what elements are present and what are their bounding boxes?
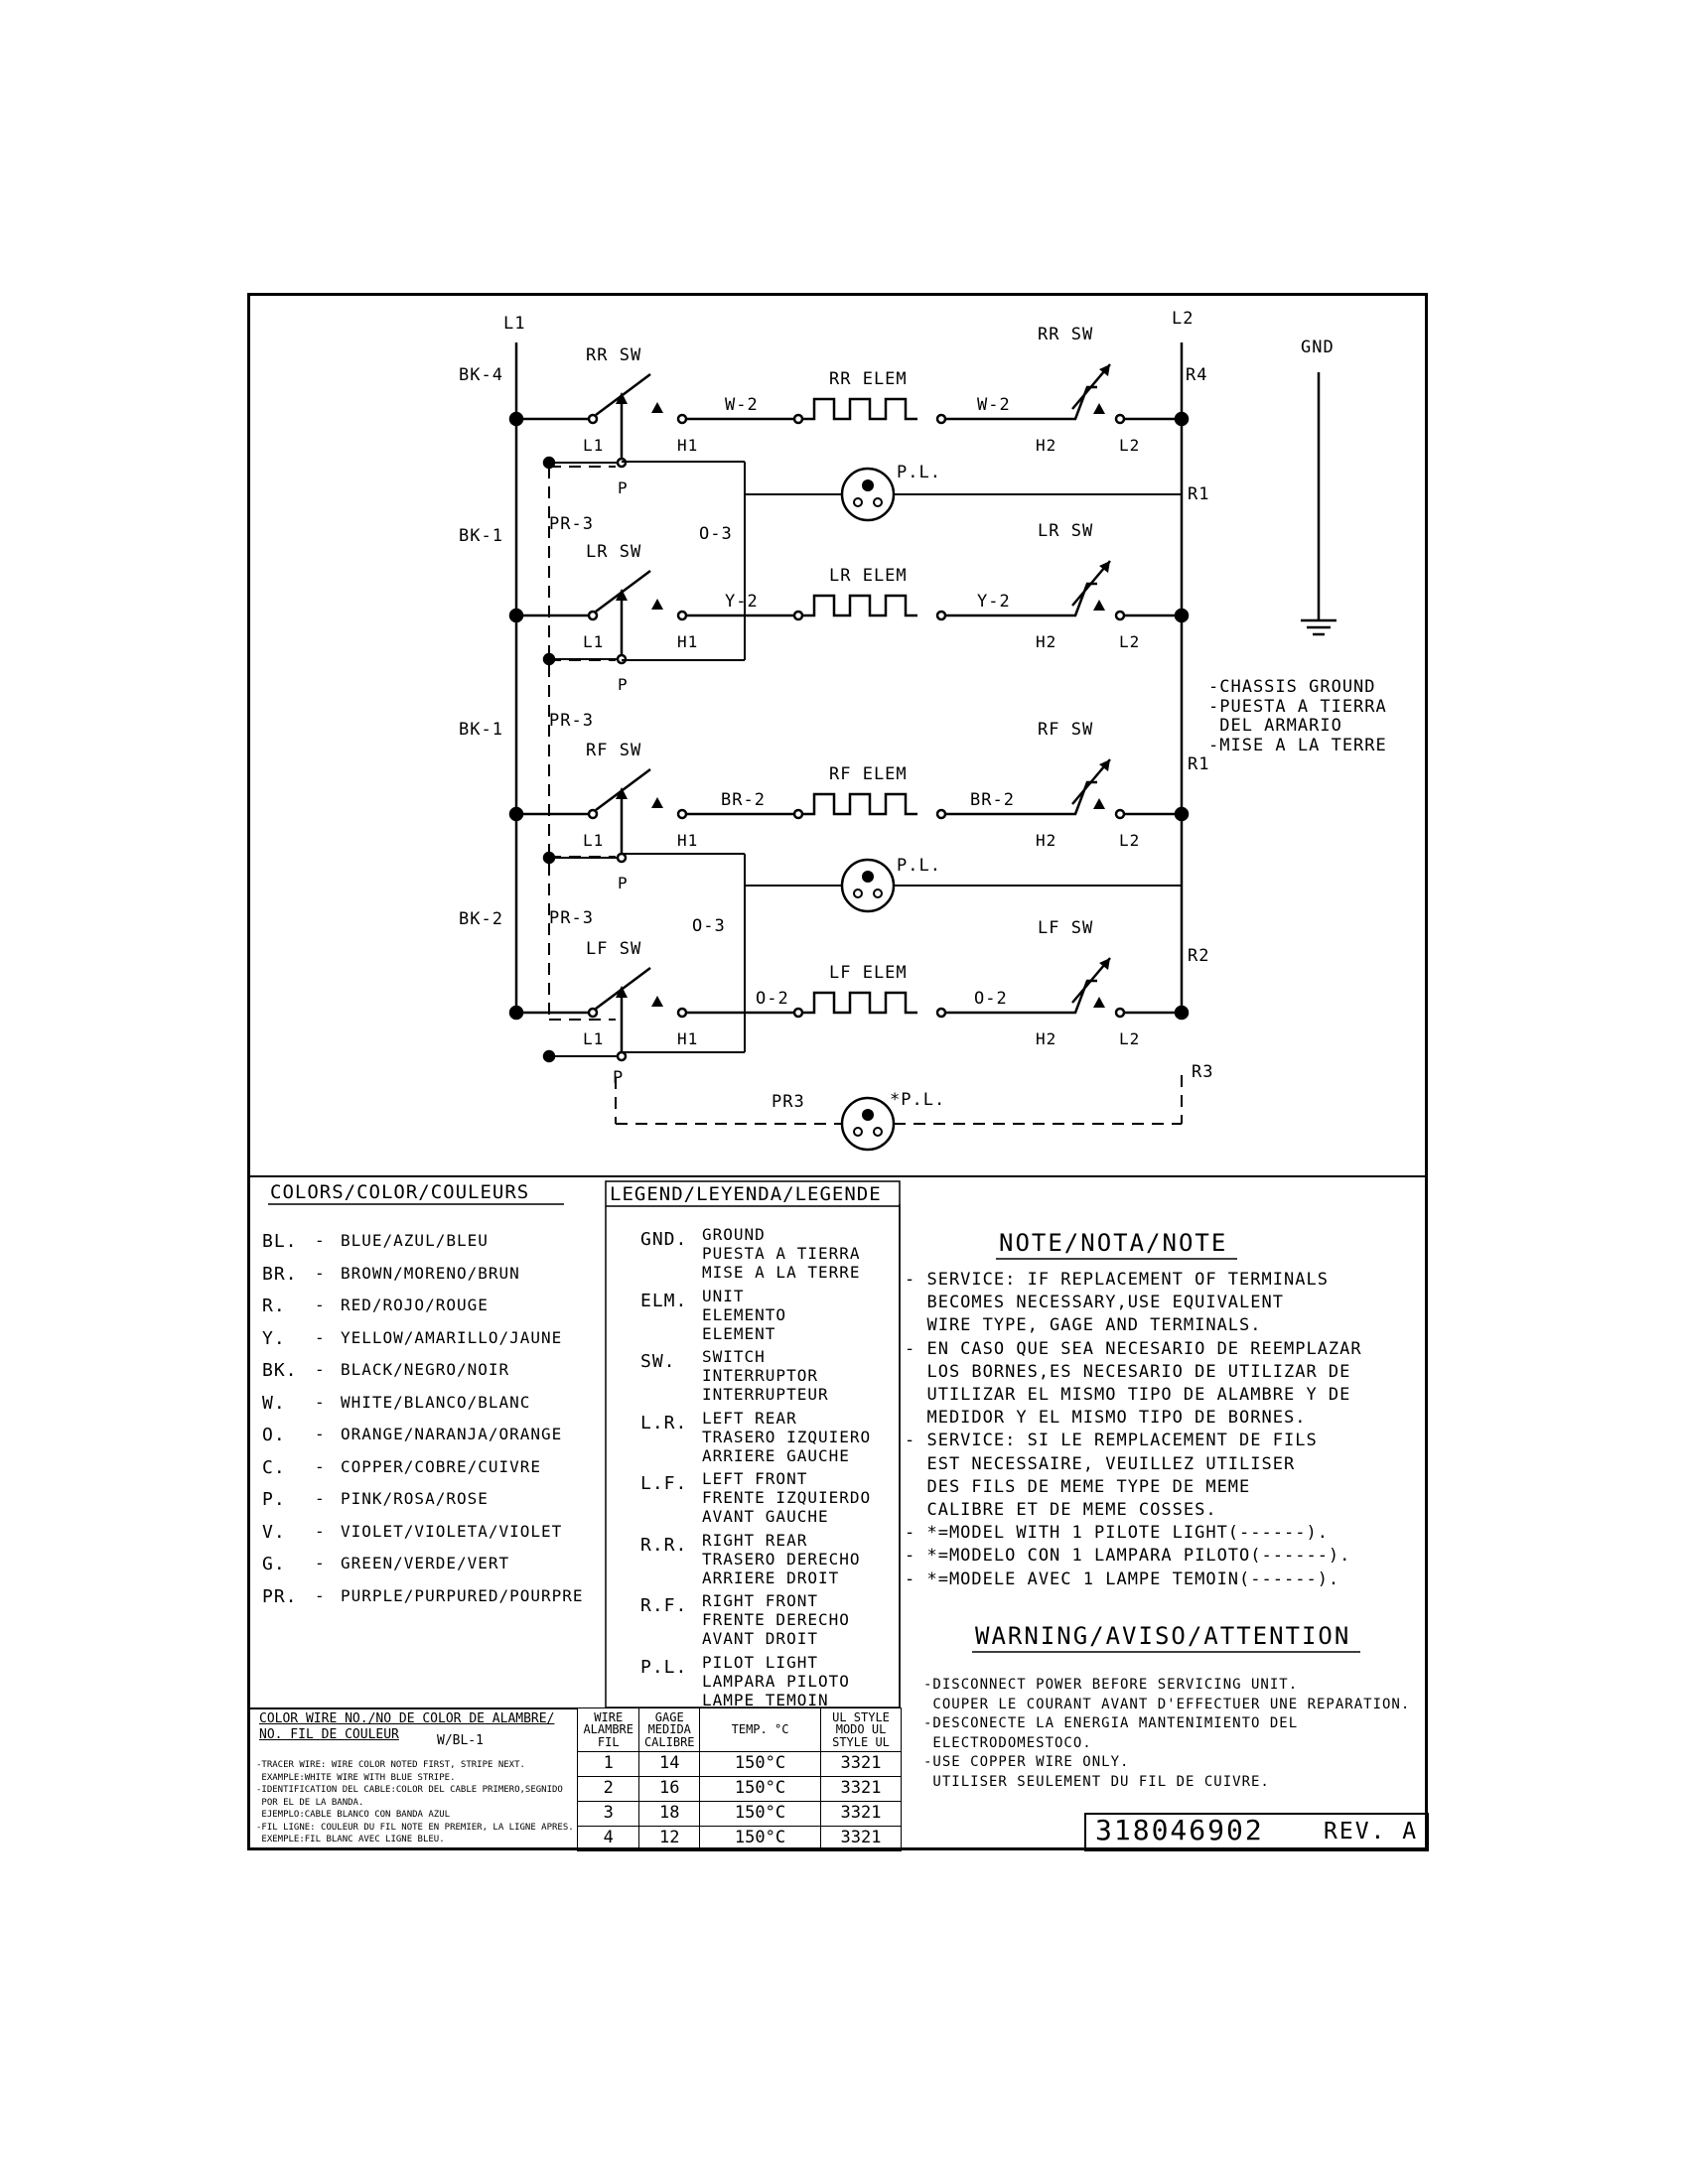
legend-line: TRASERO DERECHO: [702, 1549, 861, 1569]
color-name: PINK/ROSA/ROSE: [341, 1489, 489, 1508]
l2-label: L2: [1172, 309, 1195, 329]
ground-text: -CHASSIS GROUND: [1208, 677, 1376, 697]
terminal-label: L2: [1119, 632, 1141, 651]
legend-code: P.L.: [640, 1656, 688, 1678]
switch-label: RR SW: [586, 345, 642, 365]
color-code: P.: [262, 1489, 286, 1510]
terminal-label: H2: [1036, 1029, 1057, 1048]
color-dash: -: [315, 1392, 326, 1412]
pilot-light-icon: [842, 860, 894, 911]
legend-line: FRENTE IZQUIERDO: [702, 1488, 872, 1507]
table-cell: 14: [639, 1752, 700, 1777]
note-line: - *=MODELE AVEC 1 LAMPE TEMOIN(------).: [905, 1569, 1340, 1589]
legend-line: PILOT LIGHT: [702, 1652, 818, 1672]
wire-table-col-header: TEMP. °C: [700, 1708, 821, 1752]
table-row: [578, 1777, 902, 1802]
p-terminal-label: P: [613, 1068, 625, 1088]
legend-line: UNIT: [702, 1286, 745, 1305]
legend-code: L.R.: [640, 1412, 688, 1433]
wire-label: O-2: [756, 989, 789, 1009]
legend-code: R.F.: [640, 1595, 688, 1616]
table-row: [578, 1827, 902, 1851]
right-label: R4: [1186, 365, 1208, 385]
color-code: V.: [262, 1521, 286, 1543]
pilot-label: P.L.: [897, 463, 941, 482]
wire-label: Y-2: [977, 592, 1011, 612]
gnd-label: GND: [1301, 338, 1335, 357]
wire-note: -IDENTIFICATION DEL CABLE:COLOR DEL CABLE PRIMERO,SEGNIDO: [256, 1785, 563, 1795]
wire-note: -FIL LIGNE: COULEUR DU FIL NOTE EN PREMIER, LA LIGNE APRES.: [256, 1822, 574, 1833]
jumper-label: PR-3: [549, 514, 594, 534]
warning-line: ELECTRODOMESTOCO.: [923, 1734, 1092, 1751]
color-dash: -: [315, 1327, 326, 1347]
color-code: C.: [262, 1456, 286, 1478]
right-label: R3: [1192, 1062, 1214, 1082]
color-code: O.: [262, 1425, 286, 1445]
wire-label: W-2: [977, 395, 1011, 415]
part-number: 318046902: [1095, 1814, 1264, 1846]
table-cell: 3: [578, 1802, 639, 1827]
color-name: COPPER/COBRE/CUIVRE: [341, 1456, 542, 1476]
ground-text: -PUESTA A TIERRA: [1208, 697, 1387, 717]
l1-label: L1: [503, 314, 526, 334]
color-dash: -: [315, 1263, 326, 1283]
colors-title: COLORS/COLOR/COULEURS: [270, 1181, 530, 1203]
switch-label: LR SW: [586, 542, 642, 562]
note-line: EST NECESSAIRE, VEUILLEZ UTILISER: [905, 1453, 1296, 1474]
terminal-label: H1: [677, 831, 699, 850]
color-name: YELLOW/AMARILLO/JAUNE: [341, 1327, 563, 1347]
row-label: BK-1: [459, 526, 503, 546]
terminal-label: H2: [1036, 436, 1057, 455]
color-code: PR.: [262, 1585, 298, 1607]
color-name: VIOLET/VIOLETA/VIOLET: [341, 1521, 563, 1541]
legend-line: TRASERO IZQUIERO: [702, 1427, 872, 1446]
terminal-label: L2: [1119, 831, 1141, 850]
row-label: BK-1: [459, 720, 503, 740]
ground-text: DEL ARMARIO: [1208, 716, 1342, 736]
terminal-label: L1: [583, 831, 605, 850]
table-cell: 150°C: [700, 1752, 821, 1777]
color-dash: -: [315, 1456, 326, 1476]
table-cell: 2: [578, 1777, 639, 1802]
wire-table-header: NO. FIL DE COULEUR: [259, 1727, 399, 1742]
table-row: [578, 1802, 902, 1827]
terminal-label: H1: [677, 436, 699, 455]
warning-line: -USE COPPER WIRE ONLY.: [923, 1754, 1130, 1770]
legend-line: LAMPARA PILOTO: [702, 1671, 850, 1691]
terminal-label: P: [618, 874, 629, 892]
note-line: - EN CASO QUE SEA NECESARIO DE REEMPLAZAR: [905, 1338, 1362, 1359]
legend-code: ELM.: [640, 1290, 688, 1311]
wire-table-col-header: UL STYLE MODO UL STYLE UL: [821, 1708, 902, 1752]
legend-line: RIGHT REAR: [702, 1530, 808, 1550]
legend-line: LEFT REAR: [702, 1408, 797, 1428]
pilot-label: *P.L.: [890, 1090, 946, 1110]
row-label: BK-4: [459, 365, 503, 385]
color-name: PURPLE/PURPURED/POURPRE: [341, 1585, 584, 1605]
jumper-label: PR3: [772, 1092, 805, 1112]
element-label: RR ELEM: [829, 369, 908, 389]
pilot-light-icon: [842, 1098, 894, 1150]
terminal-label: H1: [677, 632, 699, 651]
jumper-label: PR-3: [549, 711, 594, 731]
color-code: G.: [262, 1554, 286, 1574]
table-row: [578, 1752, 902, 1777]
color-code: Y.: [262, 1327, 286, 1349]
color-dash: -: [315, 1231, 326, 1250]
color-dash: -: [315, 1489, 326, 1508]
color-name: BLACK/NEGRO/NOIR: [341, 1360, 510, 1379]
table-cell: 16: [639, 1777, 700, 1802]
terminal-label: H1: [677, 1029, 699, 1048]
table-cell: 18: [639, 1802, 700, 1827]
legend-line: AVANT GAUCHE: [702, 1507, 829, 1526]
switch-label: RF SW: [1038, 720, 1094, 740]
table-cell: 3321: [821, 1827, 902, 1851]
legend-line: FRENTE DERECHO: [702, 1610, 850, 1629]
color-name: GREEN/VERDE/VERT: [341, 1554, 510, 1572]
legend-line: ELEMENTO: [702, 1304, 787, 1324]
legend-line: RIGHT FRONT: [702, 1591, 818, 1610]
ground-text: -MISE A LA TERRE: [1208, 736, 1387, 755]
wire-label: O-2: [974, 989, 1008, 1009]
note-line: CALIBRE ET DE MEME COSSES.: [905, 1500, 1217, 1520]
legend-line: GROUND: [702, 1225, 766, 1244]
warning-line: UTILISER SEULEMENT DU FIL DE CUIVRE.: [923, 1773, 1270, 1790]
color-name: ORANGE/NARANJA/ORANGE: [341, 1425, 563, 1443]
color-name: BLUE/AZUL/BLEU: [341, 1231, 489, 1250]
terminal-label: L1: [583, 1029, 605, 1048]
note-line: MEDIDOR Y EL MISMO TIPO DE BORNES.: [905, 1408, 1307, 1429]
right-label: R1: [1188, 754, 1210, 774]
warning-line: -DISCONNECT POWER BEFORE SERVICING UNIT.: [923, 1677, 1299, 1693]
color-code: W.: [262, 1392, 286, 1414]
switch-label: LF SW: [586, 939, 642, 959]
legend-line: INTERRUPTOR: [702, 1366, 818, 1385]
wire-note: EJEMPLO:CABLE BLANCO CON BANDA AZUL: [256, 1810, 451, 1820]
note-line: UTILIZAR EL MISMO TIPO DE ALAMBRE Y DE: [905, 1385, 1351, 1405]
wire-example: W/BL-1: [437, 1733, 484, 1748]
color-dash: -: [315, 1585, 326, 1605]
color-name: RED/ROJO/ROUGE: [341, 1296, 489, 1314]
table-cell: 150°C: [700, 1777, 821, 1802]
note-line: - *=MODELO CON 1 LAMPARA PILOTO(------).: [905, 1546, 1351, 1567]
terminal-label: L2: [1119, 436, 1141, 455]
wire-spec-table: [577, 1707, 902, 1851]
terminal-label: L1: [583, 436, 605, 455]
table-cell: 4: [578, 1827, 639, 1851]
color-dash: -: [315, 1296, 326, 1314]
legend-title: LEGEND/LEYENDA/LEGENDE: [610, 1183, 882, 1205]
color-code: R.: [262, 1296, 286, 1316]
warning-title: WARNING/AVISO/ATTENTION: [975, 1622, 1351, 1650]
table-cell: 3321: [821, 1752, 902, 1777]
color-dash: -: [315, 1360, 326, 1379]
terminal-label: P: [618, 478, 629, 497]
wire-note: EXAMPLE:WHITE WIRE WITH BLUE STRIPE.: [256, 1772, 456, 1783]
terminal-label: L1: [583, 632, 605, 651]
color-code: BL.: [262, 1231, 298, 1252]
right-label: R2: [1188, 946, 1210, 966]
wire-note: -TRACER WIRE: WIRE COLOR NOTED FIRST, STRIPE NEXT.: [256, 1760, 525, 1770]
note-line: - SERVICE: SI LE REMPLACEMENT DE FILS: [905, 1431, 1318, 1451]
legend-line: ARRIERE DROIT: [702, 1568, 840, 1587]
legend-line: LAMPE TEMOIN: [702, 1690, 829, 1709]
warning-line: COUPER LE COURANT AVANT D'EFFECTUER UNE REPARATION.: [923, 1696, 1411, 1712]
pilot-label: P.L.: [897, 856, 941, 876]
color-dash: -: [315, 1425, 326, 1443]
legend-line: ARRIERE GAUCHE: [702, 1445, 850, 1465]
note-title: NOTE/NOTA/NOTE: [999, 1229, 1228, 1257]
color-code: BK.: [262, 1360, 298, 1381]
wire-table-col-header: WIRE ALAMBRE FIL: [578, 1708, 639, 1752]
jumper-label: PR-3: [549, 908, 594, 928]
element-label: LR ELEM: [829, 566, 908, 586]
legend-line: INTERRUPTEUR: [702, 1385, 829, 1404]
switch-label: LR SW: [1038, 521, 1094, 541]
switch-label: RF SW: [586, 741, 642, 760]
wire-note: EXEMPLE:FIL BLANC AVEC LIGNE BLEU.: [256, 1835, 445, 1844]
element-label: LF ELEM: [829, 963, 908, 983]
ground-symbol: [1301, 372, 1336, 634]
note-line: - SERVICE: IF REPLACEMENT OF TERMINALS: [905, 1270, 1329, 1290]
color-code: BR.: [262, 1263, 298, 1285]
wire-note: POR EL DE LA BANDA.: [256, 1797, 364, 1808]
wire-label: BR-2: [970, 790, 1015, 810]
legend-line: AVANT DROIT: [702, 1629, 818, 1648]
jumper-label: O-3: [692, 916, 726, 936]
note-line: LOS BORNES,ES NECESARIO DE UTILIZAR DE: [905, 1361, 1351, 1382]
terminal-label: L2: [1119, 1029, 1141, 1048]
wire-table-header: COLOR WIRE NO./NO DE COLOR DE ALAMBRE/: [259, 1711, 555, 1726]
color-name: WHITE/BLANCO/BLANC: [341, 1392, 531, 1412]
terminal-label: H2: [1036, 632, 1057, 651]
table-cell: 3321: [821, 1802, 902, 1827]
legend-line: PUESTA A TIERRA: [702, 1244, 861, 1263]
note-line: - *=MODEL WITH 1 PILOTE LIGHT(------).: [905, 1523, 1329, 1544]
wire-table-col-header: GAGE MEDIDA CALIBRE: [639, 1708, 700, 1752]
revision: REV. A: [1324, 1819, 1419, 1844]
terminal-label: P: [618, 675, 629, 694]
table-cell: 1: [578, 1752, 639, 1777]
jumper-label: O-3: [699, 524, 733, 544]
color-name: BROWN/MORENO/BRUN: [341, 1263, 520, 1283]
legend-code: L.F.: [640, 1473, 688, 1494]
note-line: WIRE TYPE, GAGE AND TERMINALS.: [905, 1315, 1262, 1336]
legend-code: R.R.: [640, 1534, 688, 1556]
row-label: BK-2: [459, 909, 503, 929]
table-cell: 150°C: [700, 1827, 821, 1851]
warning-line: -DESCONECTE LA ENERGIA MANTENIMIENTO DEL: [923, 1715, 1299, 1731]
note-line: BECOMES NECESSARY,USE EQUIVALENT: [905, 1293, 1284, 1313]
table-cell: 150°C: [700, 1802, 821, 1827]
legend-line: ELEMENT: [702, 1323, 776, 1343]
legend-code: SW.: [640, 1351, 676, 1372]
color-dash: -: [315, 1521, 326, 1541]
rule: [249, 1707, 577, 1709]
wire-label: BR-2: [721, 790, 766, 810]
table-cell: 3321: [821, 1777, 902, 1802]
wire-label: Y-2: [725, 592, 759, 612]
legend-line: LEFT FRONT: [702, 1469, 808, 1488]
legend-line: SWITCH: [702, 1347, 766, 1366]
pilot-light-icon: [842, 469, 894, 520]
legend-code: GND.: [640, 1229, 688, 1250]
note-line: DES FILS DE MEME TYPE DE MEME: [905, 1476, 1251, 1497]
legend-line: MISE A LA TERRE: [702, 1263, 861, 1282]
terminal-label: H2: [1036, 831, 1057, 850]
element-label: RF ELEM: [829, 764, 908, 784]
color-dash: -: [315, 1554, 326, 1572]
switch-label: RR SW: [1038, 325, 1094, 344]
switch-label: LF SW: [1038, 918, 1094, 938]
wire-label: W-2: [725, 395, 759, 415]
right-label: R1: [1188, 484, 1210, 504]
table-cell: 12: [639, 1827, 700, 1851]
